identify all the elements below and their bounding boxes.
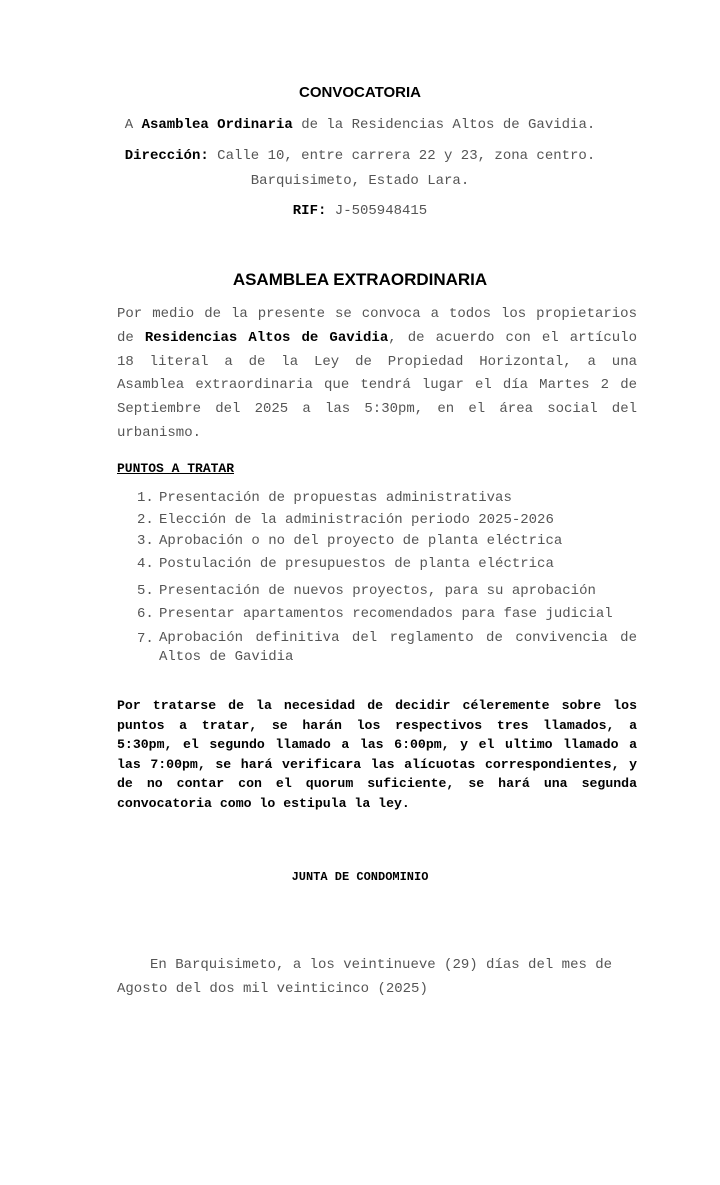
rif-value: J-505948415 [326, 203, 428, 219]
intro-paragraph [117, 303, 637, 446]
item-number: 1. [137, 490, 154, 506]
item-text: Presentación de nuevos proyectos, para su aprobación [159, 583, 596, 599]
rif-line [0, 201, 720, 221]
assembly-type: Asamblea Ordinaria [141, 117, 293, 133]
intro-before: Por medio de la presente se convoca a todos los propietarios de [117, 306, 637, 346]
item-number: 2. [137, 512, 154, 528]
section-title: ASAMBLEA EXTRAORDINARIA [232, 270, 488, 289]
item-text: Presentación de propuestas administrativas [159, 490, 512, 506]
document-title: CONVOCATORIA [299, 84, 421, 101]
intro-bold: Residencias Altos de Gavidia [144, 329, 389, 346]
item-number: 4. [137, 556, 154, 572]
closing-line-2: Agosto del dos mil veinticinco (2025) [117, 981, 428, 997]
item-number: 7. [137, 631, 154, 647]
item-text: Aprobación o no del proyecto de planta eléctrica [159, 533, 563, 549]
rif-label: RIF: [292, 203, 327, 219]
address-line [0, 146, 720, 166]
closing-paragraph [117, 953, 637, 1001]
item-number: 6. [137, 606, 154, 622]
item-text: Aprobación definitiva del reglamento de convivencia de Altos de Gavidia [159, 630, 637, 665]
address-city: Barquisimeto, Estado Lara. [250, 173, 470, 189]
closing-line-1: En Barquisimeto, a los veintinueve (29) días del mes de [150, 957, 613, 973]
address-value: Calle 10, entre carrera 22 y 23, zona centro. [208, 148, 596, 164]
item-text: Postulación de presupuestos de planta eléctrica [159, 556, 554, 572]
agenda-heading: PUNTOS A TRATAR [117, 461, 235, 476]
item-number: 3. [137, 533, 154, 549]
intro-after: , de acuerdo con el artículo 18 literal a de la Ley de Propiedad Horizontal, a una Asamblea extraordinaria que tendrá lugar el día Martes 2 de Septiembre del 2025 a las 5:30pm, en el área social del urbanismo. [117, 329, 637, 441]
assembly-prefix: A [124, 117, 142, 133]
address-label: Dirección: [124, 148, 209, 164]
item-text: Presentar apartamentos recomendados para fase judicial [159, 606, 613, 622]
item-text: Elección de la administración periodo 2025-2026 [159, 512, 554, 528]
assembly-suffix: de la Residencias Altos de Gavidia. [292, 117, 596, 133]
item-number: 5. [137, 583, 154, 599]
assembly-line [0, 115, 720, 135]
notice-paragraph: Por tratarse de la necesidad de decidir céleremente sobre los puntos a tratar, se harán los respectivos tres llamados, a 5:30pm, el segundo llamado a las 6:00pm, y el ultimo llamado a las 7:00pm, se hará verificara las alícuotas correspondientes, y de no contar con el quorum suficiente, se hará una segunda convocatoria como lo estipula la ley. [117, 698, 637, 811]
signature-block: JUNTA DE CONDOMINIO [291, 870, 429, 884]
